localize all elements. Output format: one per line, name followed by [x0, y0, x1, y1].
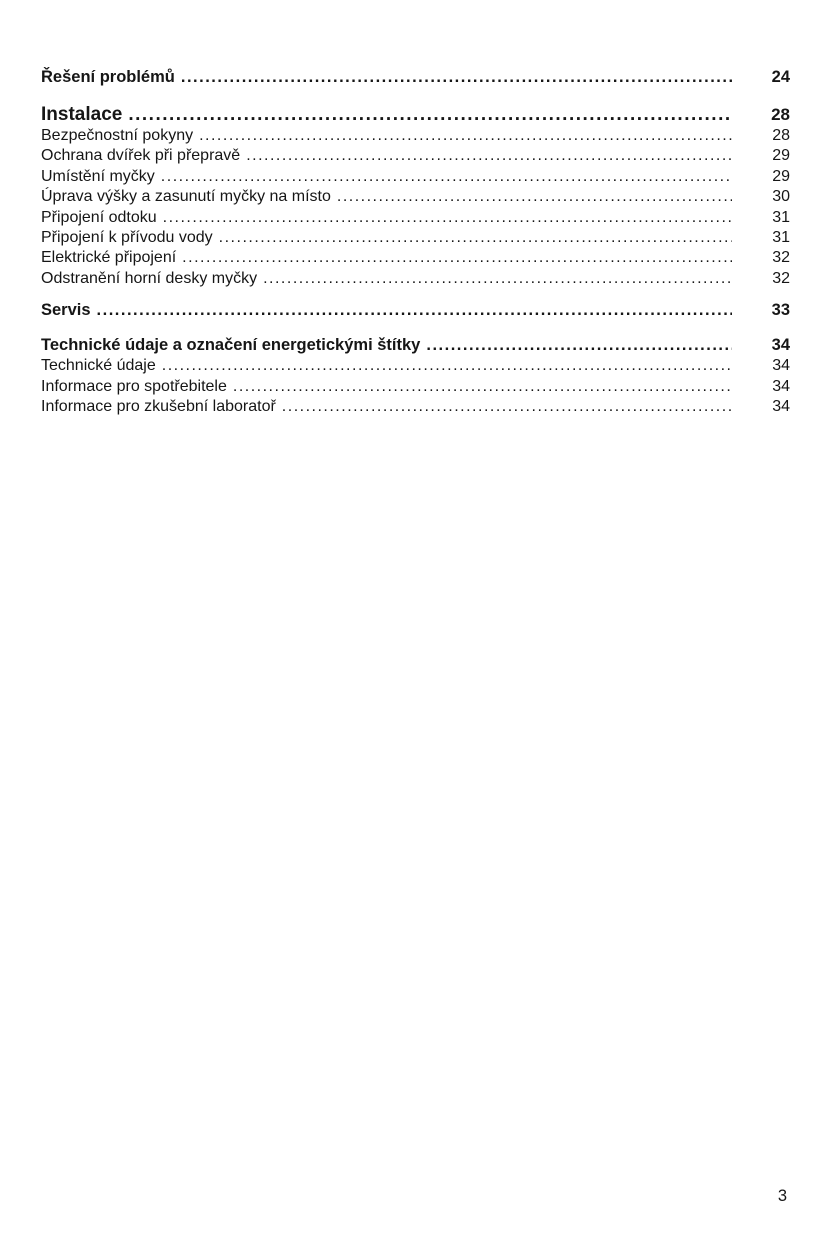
toc-entry-page: 34 — [772, 357, 790, 375]
dot-leader — [282, 397, 732, 417]
toc-entry-bezpecnostni-pokyny — [41, 126, 790, 146]
table-of-contents — [41, 67, 790, 417]
dot-leader — [219, 228, 732, 248]
toc-entry-page: 30 — [772, 188, 790, 206]
toc-entry-pripojeni-privod-vody — [41, 228, 790, 248]
toc-entry-ochrana-dvirek — [41, 146, 790, 166]
dot-leader — [263, 269, 732, 289]
toc-entry-label: Řešení problémů — [41, 68, 175, 86]
toc-entry-informace-laborator — [41, 397, 790, 417]
toc-entry-page: 29 — [772, 167, 790, 185]
toc-entry-label: Připojení odtoku — [41, 208, 157, 226]
toc-entry-page: 31 — [772, 229, 790, 247]
dot-leader — [97, 300, 732, 321]
toc-entry-servis — [41, 300, 790, 321]
dot-leader — [246, 146, 732, 166]
toc-entry-reseni-problemu — [41, 67, 790, 88]
toc-entry-label: Bezpečnostní pokyny — [41, 127, 194, 144]
toc-entry-page: 34 — [772, 377, 790, 395]
toc-entry-label: Technické údaje — [41, 357, 156, 375]
toc-entry-page: 24 — [771, 68, 790, 86]
page-number: 3 — [777, 1187, 787, 1205]
dot-leader — [199, 126, 732, 146]
toc-entry-odstraneni-horni-desky — [41, 269, 790, 289]
toc-entry-technicke-udaje-stitky — [41, 335, 790, 356]
toc-entry-page: 29 — [772, 147, 790, 165]
toc-entry-label: Úprava výšky a zasunutí myčky na místo — [41, 188, 331, 206]
dot-leader — [426, 335, 732, 356]
dot-leader — [233, 377, 732, 397]
toc-entry-page: 34 — [772, 398, 790, 416]
toc-entry-page: 28 — [772, 127, 790, 144]
toc-entry-page: 34 — [771, 336, 790, 355]
dot-leader — [181, 67, 732, 88]
dot-leader — [163, 208, 732, 228]
toc-entry-page: 31 — [772, 208, 790, 226]
toc-entry-uprava-vysky — [41, 187, 790, 207]
dot-leader — [337, 187, 732, 207]
toc-entry-label: Odstranění horní desky myčky — [41, 269, 258, 287]
toc-entry-page: 28 — [771, 105, 790, 124]
toc-entry-label: Informace pro zkušební laboratoř — [41, 398, 276, 416]
toc-entry-page: 32 — [772, 269, 790, 287]
toc-entry-elektricke-pripojeni — [41, 248, 790, 268]
toc-entry-label: Umístění myčky — [41, 167, 155, 185]
toc-entry-label: Instalace — [41, 104, 123, 125]
dot-leader — [161, 167, 732, 187]
toc-entry-page: 32 — [772, 249, 790, 267]
toc-entry-page: 33 — [771, 301, 790, 320]
toc-entry-pripojeni-odtoku — [41, 208, 790, 228]
toc-entry-label: Připojení k přívodu vody — [41, 229, 213, 247]
dot-leader — [128, 103, 732, 126]
toc-entry-instalace — [41, 103, 790, 126]
dot-leader — [182, 248, 732, 268]
toc-entry-label: Technické údaje a označení energetickými štítky — [41, 336, 421, 355]
toc-entry-label: Servis — [41, 301, 91, 320]
toc-entry-umisteni-mycky — [41, 167, 790, 187]
toc-entry-label: Ochrana dvířek při přepravě — [41, 147, 241, 165]
toc-entry-informace-spotrebitele — [41, 377, 790, 397]
toc-entry-technicke-udaje — [41, 356, 790, 376]
toc-entry-label: Informace pro spotřebitele — [41, 377, 227, 395]
toc-entry-label: Elektrické připojení — [41, 249, 177, 267]
dot-leader — [162, 356, 732, 376]
